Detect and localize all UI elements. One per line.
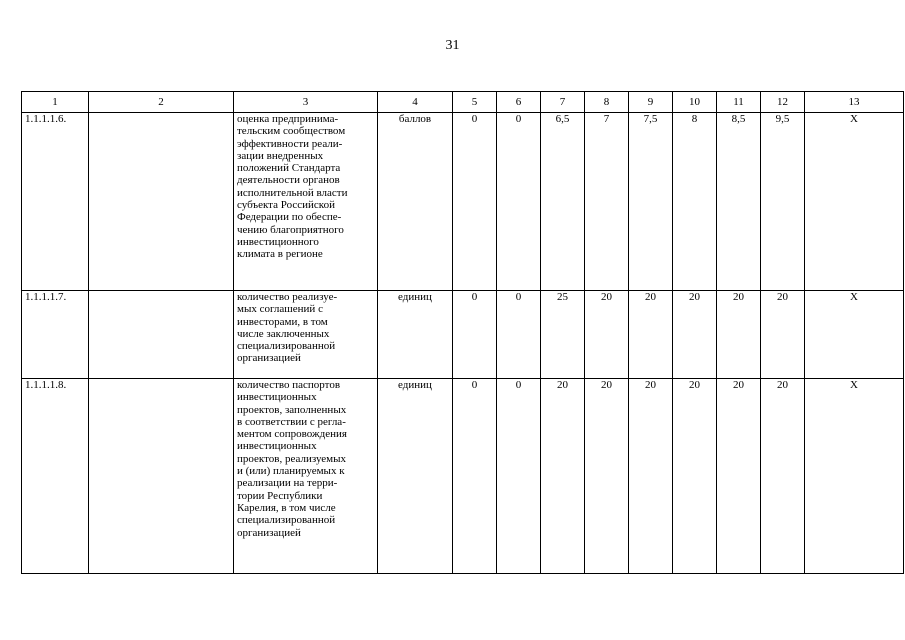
value-cell: 20 [761,291,805,379]
header-cell: 5 [453,92,497,113]
column-2-cell [89,379,234,574]
description-line: специализированной [237,514,336,527]
row-number-cell: 1.1.1.1.8. [22,379,89,574]
header-cell: 9 [629,92,673,113]
description-line: инвестиционных [237,440,317,453]
description-line: в соответствии с регла- [237,415,346,428]
value-cell: 0 [497,291,541,379]
header-cell: 12 [761,92,805,113]
description-line: исполнительной власти [237,186,348,199]
value-cell: 20 [717,379,761,574]
value-cell: 20 [717,291,761,379]
description-line: чению благоприятного [237,223,344,236]
description-line: Карелия, в том числе [237,501,336,514]
description-line: организацией [237,352,301,365]
value-cell: 20 [585,291,629,379]
description-line: инвестиционного [237,235,319,248]
description-line: специализированной [237,340,336,353]
value-cell: 20 [629,291,673,379]
description-line: количество реализуе- [237,291,338,303]
header-cell: 4 [378,92,453,113]
value-cell: 20 [761,379,805,574]
description-line: субъекта Российской [237,199,335,212]
description-line: проектов, заполненных [237,403,347,416]
header-cell: 3 [234,92,378,113]
page-number: 31 [445,38,460,53]
value-cell: 20 [541,379,585,574]
value-cell: 7,5 [629,113,673,291]
description-line: тельским сообществом [237,125,346,138]
indicator-table [21,91,904,574]
unit-cell: единиц [378,379,453,574]
column-2-cell [89,291,234,379]
description-line: ментом сопровождения [237,428,347,441]
value-cell: 0 [453,291,497,379]
column-13-cell: Х [805,113,904,291]
description-line: и (или) планируемых к [237,465,345,478]
unit-cell: единиц [378,291,453,379]
description-line: мых соглашений с [237,303,323,316]
description-line: количество паспортов [237,379,341,391]
value-cell: 0 [453,113,497,291]
value-cell: 0 [497,379,541,574]
value-cell: 25 [541,291,585,379]
description-line: инвестиционных [237,391,317,404]
value-cell: 7 [585,113,629,291]
table-row [22,379,904,574]
header-cell: 11 [717,92,761,113]
row-number-cell: 1.1.1.1.7. [22,291,89,379]
description-line: тории Республики [237,489,323,502]
description-line: климата в регионе [237,248,323,261]
table-row [22,291,904,379]
indicator-description-cell [234,379,378,574]
value-cell: 0 [453,379,497,574]
unit-cell: баллов [378,113,453,291]
indicator-description-cell [234,291,378,379]
description-line: организацией [237,526,301,539]
table-row [22,113,904,291]
value-cell: 9,5 [761,113,805,291]
header-cell: 6 [497,92,541,113]
column-13-cell: Х [805,379,904,574]
value-cell: 8 [673,113,717,291]
value-cell: 8,5 [717,113,761,291]
column-13-cell: Х [805,291,904,379]
description-line: деятельности органов [237,174,340,187]
header-cell: 8 [585,92,629,113]
description-line: Федерации по обеспе- [237,211,342,224]
description-line: эффективности реали- [237,137,343,150]
value-cell: 0 [497,113,541,291]
value-cell: 20 [673,291,717,379]
header-cell: 1 [22,92,89,113]
value-cell: 20 [673,379,717,574]
header-cell: 2 [89,92,234,113]
header-cell: 13 [805,92,904,113]
column-2-cell [89,113,234,291]
value-cell: 20 [629,379,673,574]
description-line: проектов, реализуемых [237,452,347,465]
description-line: зации внедренных [237,149,324,162]
indicator-description-cell [234,113,378,291]
description-line: оценка предпринима- [237,113,339,125]
description-line: числе заключенных [237,327,330,340]
value-cell: 20 [585,379,629,574]
header-cell: 10 [673,92,717,113]
description-line: инвесторами, в том [237,315,328,328]
description-line: положений Стандарта [237,162,341,175]
description-line: реализации на терри- [237,477,338,490]
row-number-cell: 1.1.1.1.6. [22,113,89,291]
table-header-row [22,92,904,113]
value-cell: 6,5 [541,113,585,291]
header-cell: 7 [541,92,585,113]
